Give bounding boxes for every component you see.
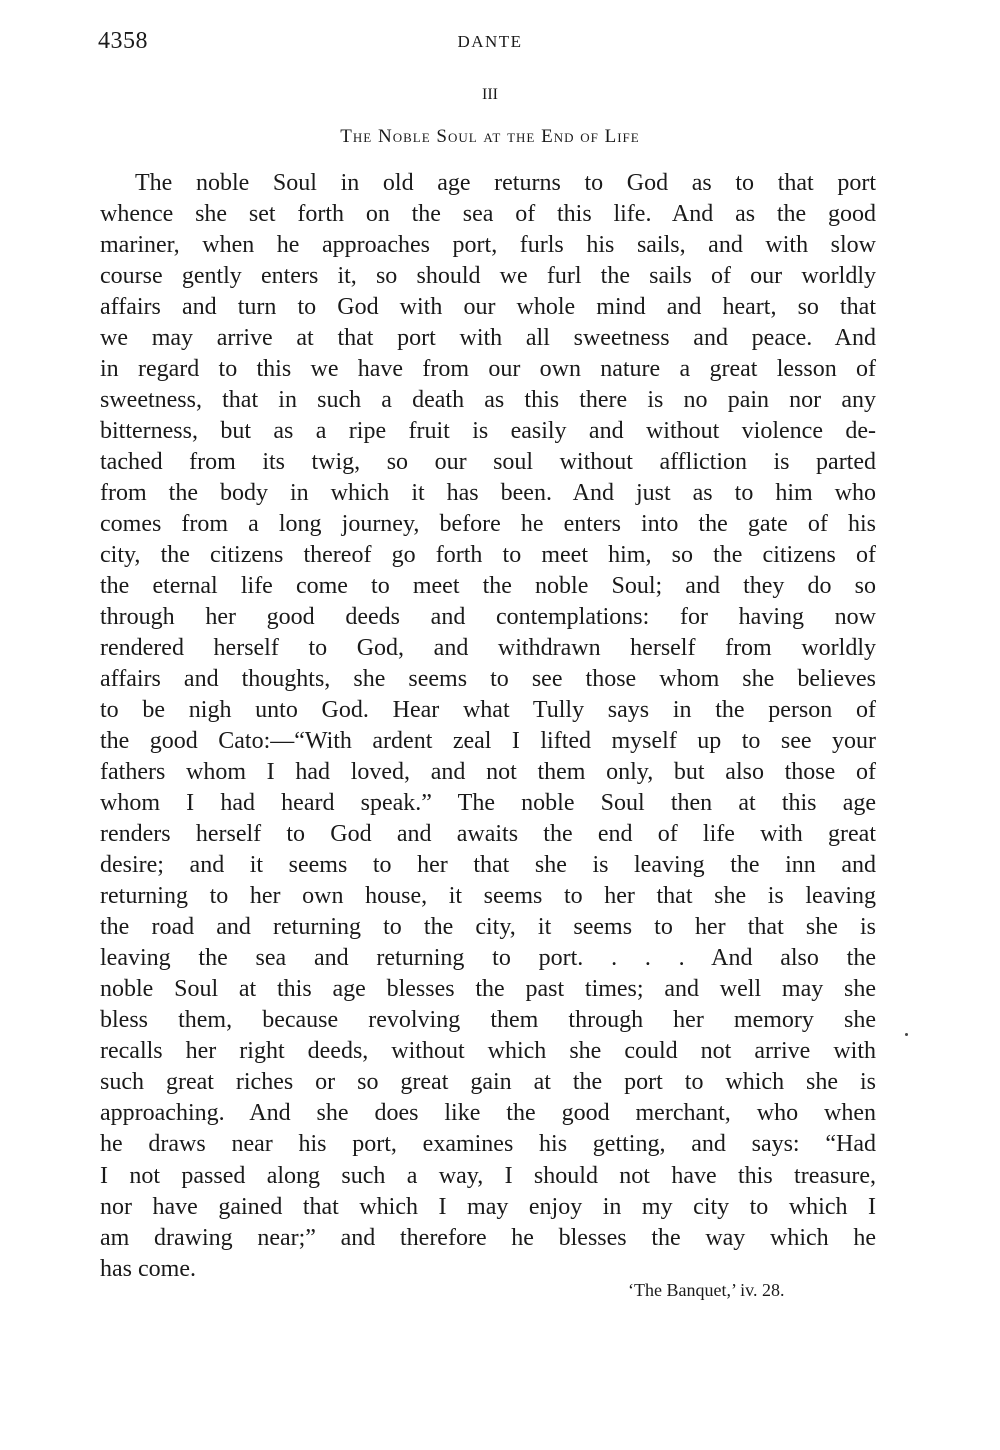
- text-line: nor have gained that which I may enjoy in my city to which I: [100, 1193, 876, 1220]
- print-speck: [905, 1033, 908, 1036]
- text-line: the good Cato:—“With ardent zeal I lifted myself up to see your: [100, 728, 876, 755]
- text-line: approaching. And she does like the good merchant, who when: [100, 1100, 876, 1127]
- text-line: to be nigh unto God. Hear what Tully says in the person of: [100, 697, 876, 724]
- text-line: the eternal life come to meet the noble Soul; and they do so: [100, 573, 876, 600]
- text-line: through her good deeds and contemplations: for having now: [100, 604, 876, 631]
- text-line: such great riches or so great gain at the port to which she is: [100, 1069, 876, 1096]
- text-line: renders herself to God and awaits the end of life with great: [100, 821, 876, 848]
- chapter-title: The Noble Soul at the End of Life: [340, 126, 640, 147]
- text-line: mariner, when he approaches port, furls his sails, and with slow: [100, 232, 876, 259]
- text-line: noble Soul at this age blesses the past times; and well may she: [100, 976, 876, 1003]
- citation: ‘The Banquet,’ iv. 28.: [628, 1280, 785, 1300]
- text-line: recalls her right deeds, without which she could not arrive with: [100, 1038, 876, 1065]
- text-line: affairs and turn to God with our whole mind and heart, so that: [100, 294, 876, 321]
- text-line: I not passed along such a way, I should not have this treasure,: [100, 1162, 876, 1189]
- text-line: affairs and thoughts, she seems to see those whom she believes: [100, 666, 876, 693]
- text-line: has come.: [100, 1255, 196, 1282]
- text-line: tached from its twig, so our soul without affliction is parted: [100, 449, 876, 476]
- text-line: we may arrive at that port with all sweetness and peace. And: [100, 325, 876, 352]
- text-line: he draws near his port, examines his getting, and says: “Had: [100, 1131, 876, 1158]
- text-line: leaving the sea and returning to port. . . . And also the: [100, 945, 876, 972]
- text-line: course gently enters it, so should we furl the sails of our worldly: [100, 263, 876, 290]
- text-line: from the body in which it has been. And just as to him who: [100, 480, 876, 507]
- text-line: bless them, because revolving them through her memory she: [100, 1007, 876, 1034]
- text-line: bitterness, but as a ripe fruit is easily and without violence de-: [100, 418, 876, 445]
- text-line: rendered herself to God, and withdrawn herself from worldly: [100, 635, 876, 662]
- text-line: comes from a long journey, before he enters into the gate of his: [100, 511, 876, 538]
- running-title: DANTE: [457, 32, 523, 51]
- body-text: [100, 168, 876, 1285]
- page-number: 4358: [98, 28, 148, 54]
- text-line: whence she set forth on the sea of this life. And as the good: [100, 201, 876, 228]
- text-line: returning to her own house, it seems to her that she is leaving: [100, 883, 876, 910]
- section-number: III: [482, 86, 498, 103]
- text-line: fathers whom I had loved, and not them only, but also those of: [100, 759, 876, 786]
- text-line: city, the citizens thereof go forth to meet him, so the citizens of: [100, 542, 876, 569]
- text-line: am drawing near;” and therefore he blesses the way which he: [100, 1224, 876, 1251]
- text-line: The noble Soul in old age returns to God as to that port: [135, 170, 876, 196]
- text-line: whom I had heard speak.” The noble Soul then at this age: [100, 790, 876, 817]
- text-line: in regard to this we have from our own nature a great lesson of: [100, 356, 876, 383]
- text-line: sweetness, that in such a death as this there is no pain nor any: [100, 387, 876, 414]
- text-line: desire; and it seems to her that she is leaving the inn and: [100, 852, 876, 879]
- text-line: the road and returning to the city, it seems to her that she is: [100, 914, 876, 941]
